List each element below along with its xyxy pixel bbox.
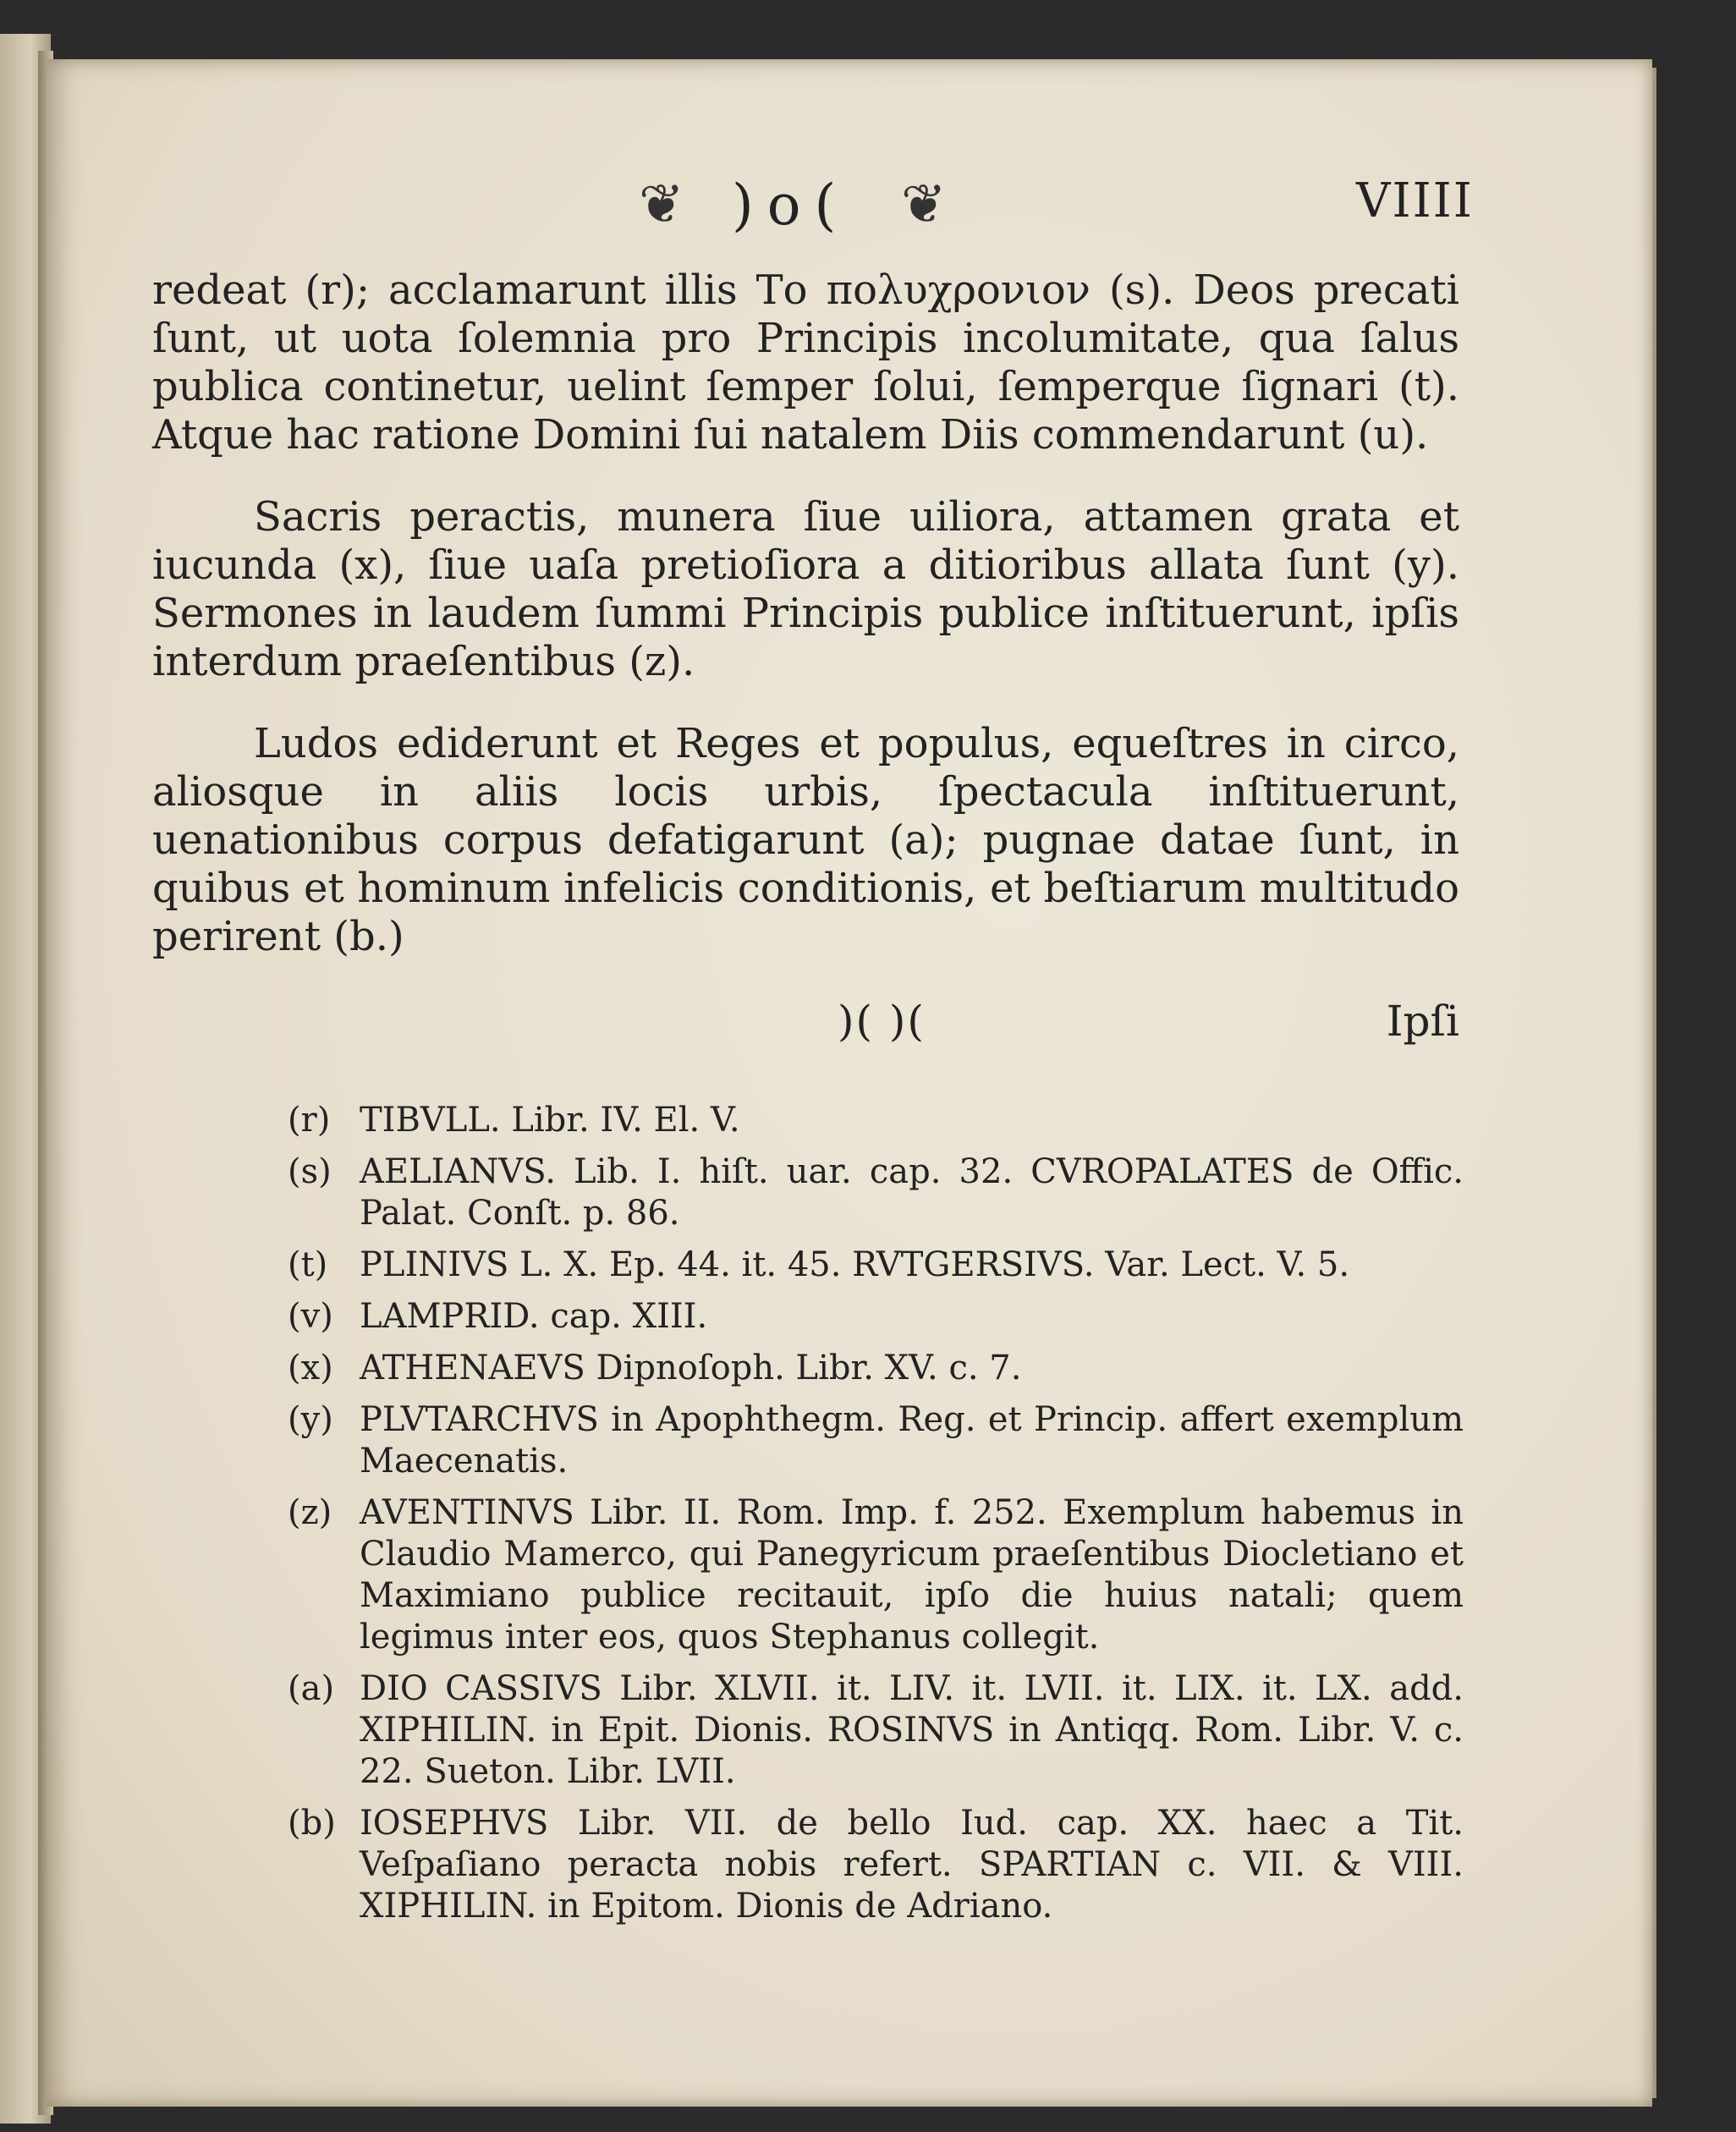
paragraph-3: Ludos ediderunt et Reges et populus, equeſtres in circo, aliosque in aliis locis urbis, ſpectacula inſtituerunt, uenationibus corpus defatigarunt (a); pugnae datae ſunt, in quibus et hominum infelicis conditionis, et beſtiarum multitudo perirent (b.) xyxy=(152,720,1459,960)
footnote xyxy=(288,1803,1464,1927)
footnote-marker: (v) xyxy=(288,1297,333,1336)
footnote-text: IOSEPHVS Libr. VII. de bello Iud. cap. XX. haec a Tit. Veſpaſiano peracta nobis refert. SPARTIAN c. VII. & VIII. XIPHILIN. in Epitom. Dionis de Adriano. xyxy=(360,1804,1464,1926)
footnote-text: PLINIVS L. X. Ep. 44. it. 45. RVTGERSIVS. Var. Lect. V. 5. xyxy=(360,1245,1350,1284)
main-text xyxy=(152,266,1459,995)
footnote-marker: (t) xyxy=(288,1245,328,1284)
footnote-marker: (a) xyxy=(288,1669,335,1708)
page xyxy=(47,59,1652,2107)
footnotes xyxy=(288,1100,1464,1937)
footnote-text: LAMPRID. cap. XIII. xyxy=(360,1297,708,1336)
footnote xyxy=(288,1151,1464,1234)
footnote xyxy=(288,1492,1464,1658)
footnote xyxy=(288,1348,1464,1389)
footnote xyxy=(288,1296,1464,1338)
fleuron-right-icon: ❦ xyxy=(901,173,947,236)
footnote-text: AELIANVS. Lib. I. hiſt. uar. cap. 32. CVROPALATES de Offic. Palat. Conſt. p. 86. xyxy=(360,1152,1464,1233)
catch-row xyxy=(152,997,1459,1047)
footnote xyxy=(288,1399,1464,1482)
footnote-marker: (z) xyxy=(288,1493,332,1532)
fleuron-left-icon: ❦ xyxy=(639,173,684,236)
footnote-text: ATHENAEVS Dipnoſoph. Libr. XV. c. 7. xyxy=(360,1349,1022,1387)
footnote-marker: (r) xyxy=(288,1101,331,1140)
footnote-marker: (s) xyxy=(288,1152,332,1191)
footnote-marker: (b) xyxy=(288,1804,336,1843)
signature-mark: )( )( xyxy=(838,997,926,1046)
header-mark: )o( xyxy=(732,173,850,238)
footnote xyxy=(288,1668,1464,1793)
footnote-marker: (y) xyxy=(288,1400,333,1439)
footnote-text: AVENTINVS Libr. II. Rom. Imp. f. 252. Exemplum habemus in Claudio Mamerco, qui Panegyricum praeſentibus Diocletiano et Maximiano publice recitauit, ipſo die huius natali; quem legimus inter eos, quos Stephanus collegit. xyxy=(360,1493,1464,1657)
paragraph-2: Sacris peractis, munera ſiue uiliora, attamen grata et iucunda (x), ſiue uaſa pretioſiora a ditioribus allata ſunt (y). Sermones in laudem ſummi Principis publice inſtituerunt, ipſis interdum praeſentibus (z). xyxy=(152,493,1459,685)
paragraph-1: redeat (r); acclamarunt illis Το πολυχρονιον (s). Deos precati ſunt, ut uota ſolemnia pro Principis incolumitate, qua ſalus publica continetur, uelint ſemper ſolui, ſemperque ſignari (t). Atque hac ratione Domini ſui natalem Diis commendarunt (u). xyxy=(152,266,1459,459)
page-number: VIIII xyxy=(1356,173,1474,228)
page-header xyxy=(47,173,1652,254)
footnote-text: TIBVLL. Libr. IV. El. V. xyxy=(360,1101,740,1140)
footnote-marker: (x) xyxy=(288,1349,333,1387)
footnote-text: PLVTARCHVS in Apophthegm. Reg. et Princip. affert exemplum Maecenatis. xyxy=(360,1400,1464,1481)
footnote-text: DIO CASSIVS Libr. XLVII. it. LIV. it. LVII. it. LIX. it. LX. add. XIPHILIN. in Epit. Dionis. ROSINVS in Antiqq. Rom. Libr. V. c. 22. Sueton. Libr. LVII. xyxy=(360,1669,1464,1791)
catchword: Ipſi xyxy=(1386,997,1459,1046)
footnote xyxy=(288,1245,1464,1286)
footnote xyxy=(288,1100,1464,1141)
